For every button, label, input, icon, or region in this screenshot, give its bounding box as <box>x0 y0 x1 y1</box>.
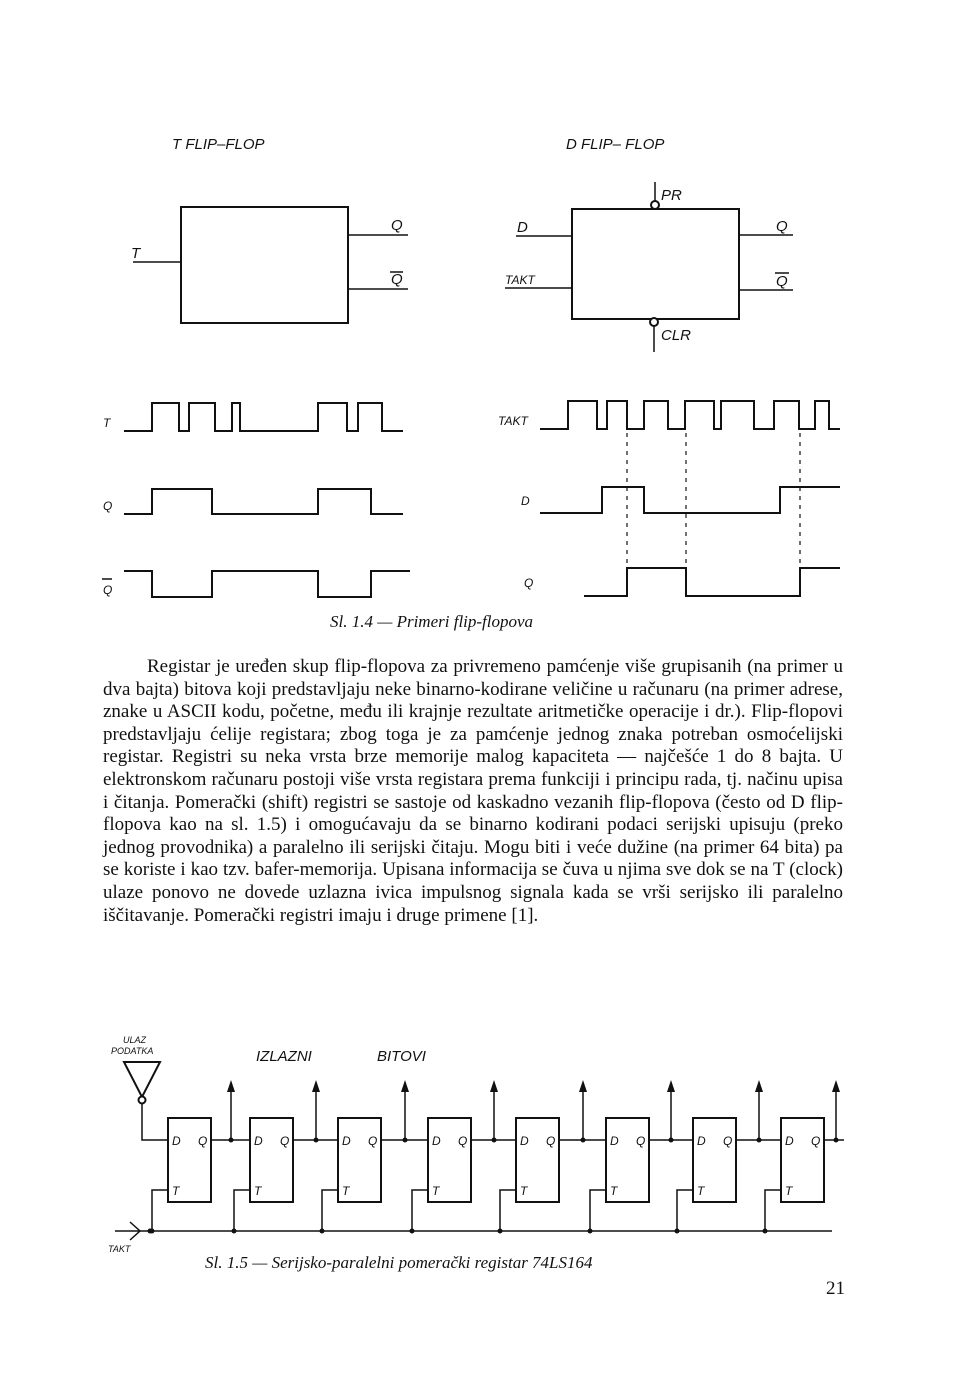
cell-8-q-label: Q <box>811 1134 821 1148</box>
page-number: 21 <box>826 1278 845 1299</box>
takt-waveform-label: TAKT <box>498 414 528 428</box>
output-bit-6-arrow <box>667 1080 675 1092</box>
cell-4-t-label: T <box>432 1184 440 1198</box>
t-timing-diagram <box>102 403 410 597</box>
clock-label: TAKT <box>108 1244 131 1254</box>
t-q-label: Q <box>391 217 403 234</box>
t-flipflop-title: T FLIP–FLOP <box>172 136 265 153</box>
output-bit-1-arrow <box>227 1080 235 1092</box>
clr-inversion-bubble <box>650 318 658 326</box>
cell-6-clock-junction <box>588 1229 593 1234</box>
cell-2-d-label: D <box>254 1134 263 1148</box>
shift-register-cells <box>150 1080 845 1234</box>
cell-1-q-label: Q <box>198 1134 208 1148</box>
qbar-waveform-label: Q <box>103 583 113 597</box>
cell-8-t-label: T <box>785 1184 793 1198</box>
cell-2-clock-wire <box>234 1190 250 1231</box>
cell-6-t-label: T <box>610 1184 618 1198</box>
data-input-label-line1: ULAZ <box>123 1035 147 1045</box>
cell-7-d-label: D <box>697 1134 706 1148</box>
takt-waveform <box>540 401 840 429</box>
d-flipflop-title: D FLIP– FLOP <box>566 136 665 153</box>
d-q-label: Q <box>776 218 788 235</box>
output-bit-7-arrow <box>755 1080 763 1092</box>
output-bit-3-arrow <box>401 1080 409 1092</box>
takt-input-label: TAKT <box>505 273 535 287</box>
cell-8-clock-junction <box>763 1229 768 1234</box>
cell-5-d-label: D <box>520 1134 529 1148</box>
cell-3-d-label: D <box>342 1134 351 1148</box>
d-waveform <box>540 487 840 513</box>
cell-3-clock-junction <box>320 1229 325 1234</box>
cell-1-d-label: D <box>172 1134 181 1148</box>
cell-5-q-label: Q <box>546 1134 556 1148</box>
cell-4-clock-junction <box>410 1229 415 1234</box>
cell-7-clock-junction <box>675 1229 680 1234</box>
d-flipflop-box <box>572 209 739 319</box>
cell-7-clock-wire <box>677 1190 693 1231</box>
cell-4-q-label: Q <box>458 1134 468 1148</box>
shift-register-diagram <box>108 1035 844 1254</box>
cell-6-q-label: Q <box>636 1134 646 1148</box>
outputs-label-bitovi: BITOVI <box>377 1048 426 1065</box>
cell-5-t-label: T <box>520 1184 528 1198</box>
q-waveform <box>124 489 403 514</box>
figure-1-4-caption: Sl. 1.4 — Primeri flip-flopova <box>330 612 534 631</box>
cell-2-t-label: T <box>254 1184 262 1198</box>
t-waveform-label: T <box>103 416 111 430</box>
cell-6-clock-wire <box>590 1190 606 1231</box>
t-flipflop-box <box>181 207 348 323</box>
data-input-label-line2: PODATKA <box>111 1046 154 1056</box>
qbar-waveform <box>124 571 410 597</box>
d-q-waveform-label: Q <box>524 576 534 590</box>
cell-6-d-label: D <box>610 1134 619 1148</box>
d-qbar-label: Q <box>776 273 788 290</box>
t-flipflop-diagram <box>131 136 408 323</box>
input-buffer-triangle <box>124 1062 160 1097</box>
cell-8-d-label: D <box>785 1134 794 1148</box>
cell-1-clock-junction <box>150 1229 155 1234</box>
cell-8-clock-wire <box>765 1190 781 1231</box>
cell-4-clock-wire <box>412 1190 428 1231</box>
cell-7-q-label: Q <box>723 1134 733 1148</box>
cell-2-q-label: Q <box>280 1134 290 1148</box>
cell-1-t-label: T <box>172 1184 180 1198</box>
d-input-label: D <box>517 219 528 236</box>
d-flipflop-diagram <box>505 136 793 352</box>
d-timing-diagram <box>498 401 840 596</box>
cell-5-clock-wire <box>500 1190 516 1231</box>
serial-input-line <box>142 1104 168 1140</box>
pr-label: PR <box>661 187 682 204</box>
cell-3-q-label: Q <box>368 1134 378 1148</box>
t-input-label: T <box>131 245 141 262</box>
output-bit-4-arrow <box>490 1080 498 1092</box>
t-qbar-label: Q <box>391 271 403 288</box>
cell-7-t-label: T <box>697 1184 705 1198</box>
input-buffer-bubble <box>139 1097 146 1104</box>
cell-3-t-label: T <box>342 1184 350 1198</box>
cell-4-d-label: D <box>432 1134 441 1148</box>
output-bit-8-arrow <box>832 1080 840 1092</box>
pr-inversion-bubble <box>651 201 659 209</box>
q-waveform-label: Q <box>103 499 113 513</box>
t-waveform <box>124 403 403 431</box>
cell-2-clock-junction <box>232 1229 237 1234</box>
output-bit-2-arrow <box>312 1080 320 1092</box>
cell-5-clock-junction <box>498 1229 503 1234</box>
body-paragraph: Registar je uređen skup flip-flopova za privremeno pamćenje više grupisanih (na primer u dva bajta) bitova koji predstavljaju neke binarno-kodirane veličine u računaru (na primer adrese, znake u ASCII kodu, početne, među ili krajnje rezultate aritmetičke operacije i dr.). Flip-flopovi predstavljaju ćelije registara; zbog toga je za pamćenje jednog znaka potreban osmoćelijski registar. Registri su neka vrsta brze memorije malog kapaciteta — najčešće 1 do 8 bajta. U elektronskom računaru postoji više vrsta registara prema funkciji i principu rada, tj. načinu upisa i čitanja. Pomerački (shift) registri se sastoje od kaskadno vezanih flip-flopova (često od D flip-flopova kao na sl. 1.5) i omogućavaju da se binarno kodirani podaci serijski upisuju (preko jednog provodnika) a paralelno ili serijski čitaju. Mogu biti i veće dužine (na primer 64 bita) pa se koriste i kao tzv. bafer-memorija. Upisana informacija se čuva u njima sve dok se na T (clock) ulaze ponovo ne dovede uzlazna ivica impulsnog signala kada se vrši serijsko ili paralelno iščitavanje. Pomerački registri imaju i druge primene [1]. <box>103 656 843 926</box>
clr-label: CLR <box>661 327 692 344</box>
figure-1-5-caption: Sl. 1.5 — Serijsko-paralelni pomerački registar 74LS164 <box>205 1253 593 1272</box>
output-bit-5-arrow <box>579 1080 587 1092</box>
outputs-label-izlazni: IZLAZNI <box>256 1048 312 1065</box>
d-q-waveform <box>584 568 840 596</box>
cell-3-clock-wire <box>322 1190 338 1231</box>
cell-1-clock-wire <box>152 1190 168 1231</box>
d-waveform-label: D <box>521 494 530 508</box>
